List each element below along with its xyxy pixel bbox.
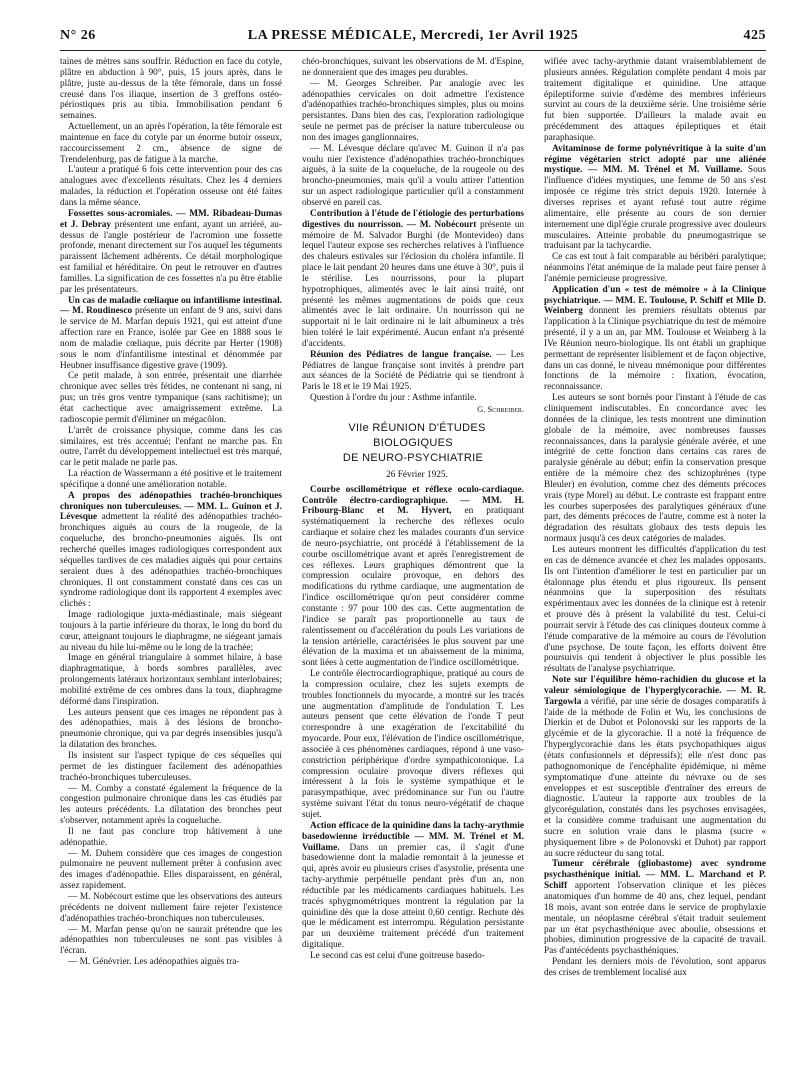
article-body: — Les Pédiatres de langue française sont invités à prendre part aux séances de la Société de Pédiatrie qui se tiendront à Paris le 18 et le 19 Mai 1925. xyxy=(302,349,524,393)
paragraph xyxy=(60,296,282,372)
paragraph: Le second cas est celui d'une goitreuse basedo- xyxy=(310,950,485,961)
article-heading: Tumeur cérébrale (gliobastome) avec syndrome psychasthénique initial. — MM. L. Marchand et P. Schiff xyxy=(544,859,766,892)
article-heading: Avitaminose de forme polynévritique à la suite d'un régime végétarien strict adopté par une aliénée mystique. — MM. M. Trénel et M. Vuillame. xyxy=(544,143,766,176)
paragraph: L'auteur a pratiqué 6 fois cette intervention pour des cas analogues avec d'excellents résultats. Chez les 4 derniers malades, la réduction et l'opération osseuse ont été faites dans la même séance. xyxy=(60,165,282,208)
paragraph: Image en général triangulaire à sommet hilaire, à base diaphragmatique, à bords sombres parallèles, avec prolongements latéraux horizontaux semblant interlobaires; mobilité extrême de ces ombres dans la toux, diaphragme déformé dans l'inspiration. xyxy=(60,653,282,707)
article-heading: Fossettes sous-acromiales. — MM. Ribadeau-Dumas et J. Debray xyxy=(60,208,282,230)
article-body: présentent une enfant, ayant un arriéré, au-dessus de l'angle postérieur de l'acromion une fossette profonde, menant directement sur l'os auquel les téguments paraissent lâchement adhérents. Ce détail morphologique est familial et héréditaire. On peut le retrouver en d'autres familles. La signification de ces fossettes n'a pu être établie par les présentateurs. xyxy=(60,219,282,295)
paragraph xyxy=(544,675,766,859)
paragraph xyxy=(60,491,282,610)
article-body: donnent les premiers résultats obtenus par l'application à la Clinique psychiatrique du test de mémoire présenté, il y a un an, par MM. Toulouse et Weinberg à la IVe Réunion neuro-biologique. Ils ont établi un graphique permettant de représenter lisiblement et de façon objective, dans un cas donné, le niveau mnémonique pour différentes fonctions de la mémoire : fixation, évocation, reconnaissance. xyxy=(544,306,766,393)
paragraph: Les auteurs pensent que ces images ne répondent pas à des adénopathies, mais à des lésions de broncho-pneumonie chronique, qui va par degrés insensibles jusqu'à la dilatation des bronches. xyxy=(60,707,282,751)
paragraph: Actuellement, un an après l'opération, la tête fémorale est maintenue en face du cotyle par un énorme butoir osseux, raccourcissement 2 cm., absence de signe de Trendelenburg, pas de fatigue à la marche. xyxy=(60,122,282,165)
header-rule xyxy=(60,50,766,51)
paragraph: — M. Lévesque déclare qu'avec M. Guinon il n'a pas voulu nier l'existence d'adénopathies trachéo-bronchiques aiguës, à la suite de la coqueluche, de la rougeole ou des broncho-pneumonies, mais qu'il a voulu attirer l'attention sur un aspect radiologique particulier qu'il a constamment observé en pareil cas. xyxy=(302,143,524,208)
article-heading: Note sur l'équilibre hémo-rachidien du glucose et la valeur sémiologique de l'hyperglycorachie. — M. R. Targowla xyxy=(544,675,766,707)
article-heading: Application d'un « test de mémoire » à la Clinique psychiatrique. — MM. E. Toulouse, P. Schiff et Mlle D. Weinberg xyxy=(544,284,766,317)
paragraph xyxy=(302,209,524,350)
column-3 xyxy=(544,57,766,979)
paragraph xyxy=(544,144,766,252)
paragraph: — M. Génévrier. Les adénopathies aiguës tra- xyxy=(68,957,240,968)
paragraph: — M. Duhem considère que ces images de congestion pulmonaire ne peuvent nullement prêter à confusion avec des images d'adénopathie. Elles disparaissent, en général, assez rapidement. xyxy=(60,848,282,892)
article-body: a vérifié, par une série de dosages comparatifs à l'aide de la méthode de Folin et Wu, les conclusions de Dierkin et de Dubot et Polonovski sur les rapports de la glycémie et de la glycorachie. Il a noté la fréquence de l'hyperglycorachie dans les états psychopathiques aigus (états confusionnels et dépressifs); elle n'est donc pas pathognomonique de l'encéphalite épidémique, ni même symptomatique d'une atteinte du névraxe ou de ses enveloppes et est susceptible d'entraîner des erreurs de diagnostic. L'auteur la rapporte aux troubles de la glycorégulation, constatés dans les psychoses envisagées, et la considère comme traduisant une augmentation du sucre en solution vraie dans le plasma (sucre « physiquement libre » de Polonovski et Duhot) par rapport au sucre réducteur du sang total. xyxy=(544,696,766,859)
paragraph: — M. Marfan pense qu'on ne saurait prétendre que les adénopathies non tuberculeuses ne sont pas visibles à l'écran. xyxy=(60,924,282,957)
paragraph xyxy=(544,859,766,957)
paragraph xyxy=(302,485,524,669)
journal-title: LA PRESSE MÉDICALE, Mercredi, 1er Avril 1925 xyxy=(247,28,579,43)
article-body: Sous l'influence d'idées mystiques, une femme de 50 ans s'est imposée ce régime très strict depuis 1920. Internée à diverses reprises et ayant refusé tout autre régime alimentaire, elle présente au cours de son dernier internement une dipl'égie crurale progressive avec douleurs musculaires. Atteinte probable du pneumogastrique se traduisant par la tachycardie. xyxy=(544,165,766,252)
section-date: 26 Février 1925. xyxy=(386,469,448,480)
section-title-line-1: VIIe RÉUNION D'ÉTUDES BIOLOGIQUES xyxy=(348,421,486,449)
paragraph: Les auteurs montrent les difficultés d'application du test en cas de démence avancée et chez les malades opposants. Ils ont l'intention d'améliorer le test en particulier par un étalonnage plus étendu et plus rigoureux. Ils pensent néanmoins que la superposition des résultats expérimentaux avec les données de la clinique est à retenir et prouve dès à présent la valabilité du test. Celui-ci pourrait servir à l'étude des cas cliniques douteux comme à l'étude comparative de la mémoire au cours de l'évolution d'une psychose. De toute façon, les efforts doivent être poursuivis qui tendent à objectiver le plus possible les résultats de l'analyse psychiatrique. xyxy=(544,544,766,675)
page-header xyxy=(60,28,766,48)
article-heading: Réunion des Pédiatres de langue française. xyxy=(310,349,492,360)
article-body: présente un enfant de 9 ans, suivi dans le service de M. Marfan depuis 1921, qui est atteint d'une affection rare en France, isolée par Gee en 1888 sous le nom de maladie cœliaque, puis décrite par Herter (1908) sous le nom d'infantilisme intestinal et dénommée par Heubner insuffisance digestive grave (1909). xyxy=(60,306,282,371)
section-title-line-2: DE NEURO-PSYCHIATRIE xyxy=(342,451,484,464)
paragraph: Pendant les derniers mois de l'évolution, sont apparus des crises de tremblement localisé aux xyxy=(544,957,766,978)
page-number-right: 425 xyxy=(743,28,766,43)
paragraph: Ils insistent sur l'aspect typique de ces séquelles qui permet de les distinguer facilement des adénopathies trachéo-bronchiques tuberculeuses. xyxy=(60,751,282,783)
article-heading: A propos des adénopathies trachéo-bronchiques chroniques non tuberculeuses. — MM. L. Guinon et J. Lévesque xyxy=(60,490,282,523)
article-body: présente un mémoire de M. Salvador Burghi (de Montevideo) dans lequel l'auteur expose ses recherches relatives à l'influence des chaleurs estivales sur l'éclosion du choléra infantile. Il place le lait pendant 20 heures dans une étuve à 30°, puis il le stérilise. Les nourrissons, pour la plupart hypotrophiques, alimentés avec le lait ainsi traité, ont présenté les mêmes augmentations de poids que ceux alimentés avec le lait ordinaire. Un nourrisson qui ne supportait ni le lait ordinaire ni le lait albumineux a très bien toléré le lait expérimenté. Aucun enfant n'a présenté d'accidents. xyxy=(302,219,524,349)
paragraph: Le contrôle électrocardiographique, pratiqué au cours de la compression oculaire, chez les sujets exempts de troubles fonctionnels du myocarde, a montré sur les tracés une augmentation d'amplitude de l'ondulation T. Les auteurs pensent que cette élévation de l'onde T peut correspondre à une exagération de l'excitabilité du myocarde. Pour eux, l'élévation de l'indice oscillométrique, associée à ces phénomènes cardiaques, répond à une vaso-constriction périphérique d'ordre sympathicotonique. La compression oculaire provoque divers réflexes qui intéressent à la fois le système sympathique et le parasympathique, avec prédominance sur l'un ou l'autre système suivant l'état du tonus neuro-végétatif de chaque sujet. xyxy=(302,669,524,820)
article-body: Dans un premier cas, il s'agit d'une basedowienne dont la maladie remontait à la jeunesse et qui, après avoir eu plusieurs crises d'asystolie, présenta une tachy-arythmie perpétuelle pendant près d'un an, non réductible par les médicaments cardiaques habituels. Les tracés sphygmométriques montrent la régulation par la quinidine dès que la dose atteint 0,60 centigr. Rechute dès que le médicament est interrompu. Régulation persistante par un deuxième traitement précédé d'un traitement digitalique. xyxy=(302,842,524,951)
paragraph: Image radiologique juxta-médiastinale, mais siégeant toujours à la partie inférieure du thorax, le long du bord du cœur, atteignant toujours le diaphragme, ne siégeant jamais au niveau du hile lui-même ou le long de la trachée; xyxy=(60,610,282,653)
article-heading: Action efficace de la quinidine dans la tachy-arythmie basedowienne irréductible — MM. M. Trénel et M. Vuillame. xyxy=(302,820,524,853)
paragraph: L'arrêt de croissance physique, comme dans les cas similaires, est très accentué; l'enfant ne marche pas. En outre, l'arrêt du développement intellectuel est très marqué, car le petit malade ne parle pas. xyxy=(60,425,282,469)
paragraph xyxy=(302,350,524,393)
article-body: en pratiquant systématiquement la recherche des réflexes oculo cardiaque et solaire chez les malades courants d'un service de neuro-psychiatrie, ont procédé à l'établissement de la courbe oscillométrique avant et après l'enregistrement de ces réflexes. Leurs graphiques démontrent que la compression oculaire provoque, en dehors des modifications du rythme cardiaque, une augmentation de l'indice oscillométrique qu'on peut considérer comme constante : 97 pour 100 des cas. Cette augmentation de l'indice se paraît pas proportionnelle au taux de ralentissement ou d'accélération du pouls Les variations de la tension artérielle, caractérisées le plus souvent par une élévation de la maxima et un abaissement de la minima, sont liées à cette augmentation de l'indice oscillométrique. xyxy=(302,506,524,669)
paragraph xyxy=(60,209,282,296)
paragraph: chéo-bronchiques, suivant les observations de M. d'Espine, ne donneraient que des images peu durables. xyxy=(302,57,524,78)
paragraph xyxy=(544,285,766,393)
paragraph: Les auteurs se sont bornés pour l'instant à l'étude de cas cliniquement indiscutables. En concordance avec les données de la clinique, les tests montrent une diminution globale de la mémoire, avec nombreuses fausses reconnaissances, dans la paralysie générale avérée, et une intégrité de cette fonction dans certains cas rares de paralysie générale au début; enfin la conservation presque entière de la mémoire chez des schizophrènes (type Bleuler) en évolution, comme chez des déments précoces vrais (type Morel) au début. Le contraste est frappant entre les courbes superposées des paralytiques généraux d'une part, des déments précoces de l'autre, comme est à noter la dégradation des résultats globaux des tests depuis les normaux jusqu'à ces deux catégories de malades. xyxy=(544,393,766,545)
paragraph: La réaction de Wassermann a été positive et le traitement spécifique a donné une amélioration notable. xyxy=(60,469,282,490)
paragraph: — M. Georges Schreiber. Par analogie avec les adénopathies cervicales on doit admettre l'existence d'adénopathies trachéo-bronchiques simples, plus ou moins persistantes. Dans bien des cas, l'exploration radiologique seule ne permet pas de préciser la nature tuberculeuse ou non des images ganglionnaires. xyxy=(302,78,524,143)
article-heading: Courbe oscillométrique et réflexe oculo-cardiaque. Contrôle électro-cardiographique. — MM. H. Fribourg-Blanc et M. Hyvert, xyxy=(302,484,524,517)
paragraph: Ce petit malade, à son entrée, présentait une diarrhée chronique avec selles très fétides, ne contenant ni sang, ni pus; un très gros ventre tympanique (sans rachitisme); un état cachectique avec amaigrissement extrême. La radioscopie permit d'éliminer un mégacôlon. xyxy=(60,371,282,425)
signature: G. Schreiber. xyxy=(477,404,524,414)
paragraph: — M. Nobécourt estime que les observations des auteurs précédents ne doivent nullement faire rejeter l'existence d'adénopathies trachéo-bronchiques non tuberculeuses. xyxy=(60,891,282,924)
column-1 xyxy=(60,57,282,968)
paragraph: Ce cas est tout à fait comparable au béribéri paralytique; néanmoins l'état anémique de la malade peut faire penser à l'anémie pernicieuse progressive. xyxy=(544,252,766,284)
column-2 xyxy=(302,57,524,962)
article-heading: Un cas de maladie cœliaque ou infantilisme intestinal. — M. Roudinesco xyxy=(60,295,282,317)
paragraph: wifiée avec tachy-arythmie datant vraisemblablement de plusieurs années. Régulation complète pendant 4 mois par traitement digitalique et quinidine. Une attaque épileptiforme suivie d'œdème des membres inférieurs survint au cours de la deuxième série. Une troisième série fut bien supportée. D'ailleurs la malade avait eu précédemment des attaques épileptiques et était paraphasique. xyxy=(544,57,766,143)
article-body: apportent l'observation clinique et les pièces anatomiques d'un homme de 40 ans, chez lequel, pendant 18 mois, avant son entrée dans le service de prophylaxie mentale, un néoplasme cérébral s'était traduit seulement par un état psychasthénique avec aboulie, obsessions et phobies, diminution progressive de la capacité de travail. Pas d'antécédents psychasthéniques. xyxy=(544,881,766,957)
article-body: admettent la réalité des adénopathies trachéo-bronchiques aiguës au cours de la rougeole, de la coqueluche, des broncho-pneumonies aiguës. Ils ont recherché quelles images radiologiques correspondent aux séquelles tardives de ces maladies aiguës qui pour certains seraient dues à des adénopathies trachéo-bronchiques chroniques. Il ont constamment constaté dans ces cas un syndrome radiologique dont ils rapportent 4 exemples avec clichés : xyxy=(60,512,282,610)
paragraph xyxy=(302,821,524,951)
paragraph: Question à l'ordre du jour : Asthme infantile. xyxy=(310,393,477,404)
page-number: N° 26 xyxy=(60,28,96,43)
paragraph: Il ne faut pas conclure trop hâtivement à une adénopathie. xyxy=(60,826,282,848)
paragraph: taines de mètres sans souffrir. Réduction en face du cotyle, plâtre en abduction à 90°, puis, 15 jours après, dans le plâtre, juste au-dessus de la tête fémorale, dans un fossé creusé dans l'os iliaque, insertion de 3 greffons ostéo-périostiques pris au tibia. Immobilisation pendant 6 semaines. xyxy=(60,57,282,122)
section-title xyxy=(302,421,524,466)
paragraph: — M. Comby a constaté également la fréquence de la congestion pulmonaire chronique dans les cas étudiés par les auteurs précédents. La dilatation des bronches peut s'observer, notamment après la coqueluche. xyxy=(60,783,282,827)
article-heading: Contribution à l'étude de l'étiologie des perturbations digestives du nourrisson. — M. Nobécourt xyxy=(302,208,524,230)
